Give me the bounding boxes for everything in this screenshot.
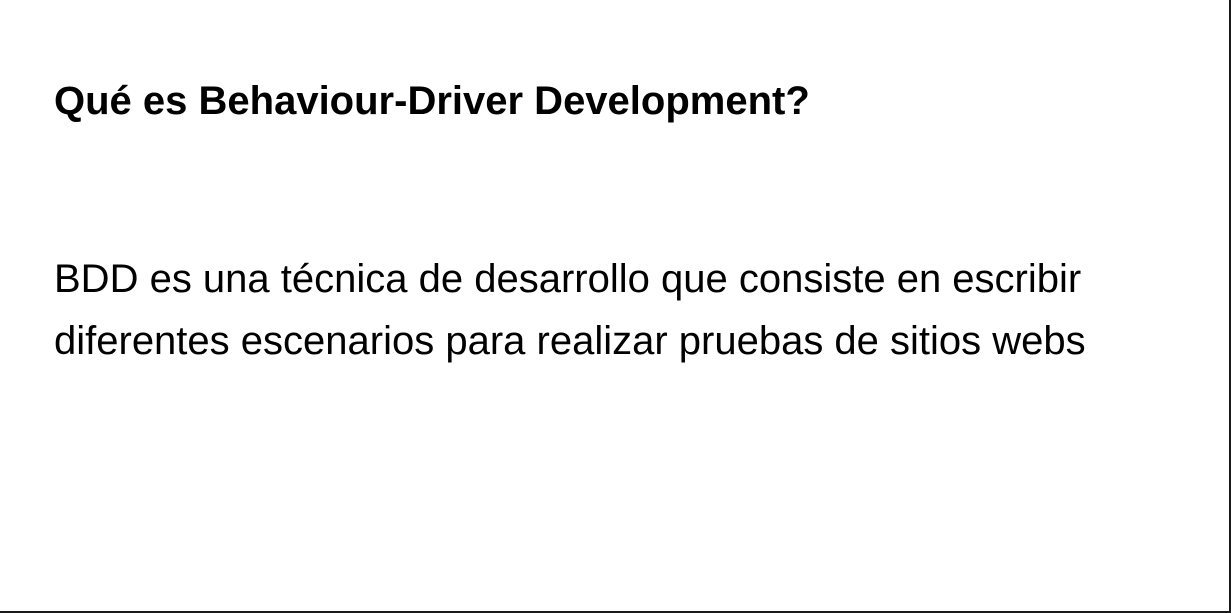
slide-body-text: BDD es una técnica de desarrollo que consiste en escribir diferentes escenarios para realizar pruebas de sitios webs [54,257,1086,363]
slide-title: Qué es Behaviour-Driver Development? [54,79,810,123]
